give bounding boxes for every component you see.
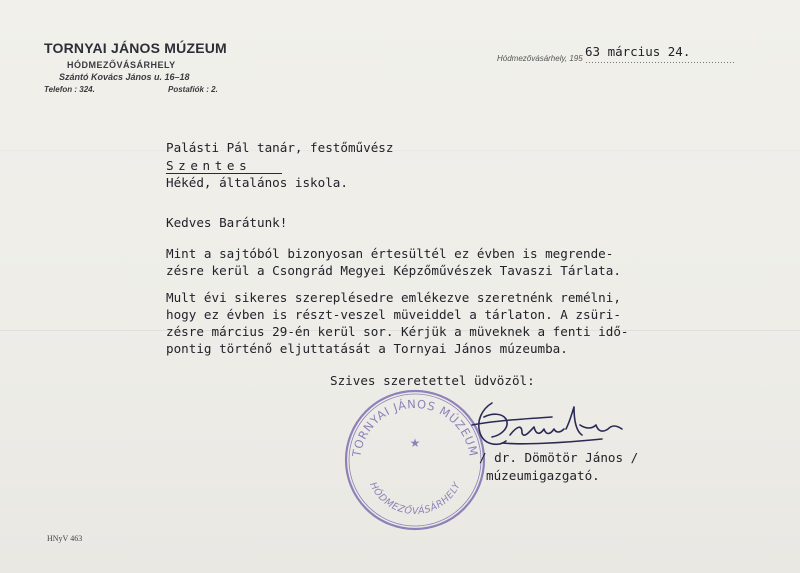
recipient-school: Hékéd, általános iskola.	[166, 175, 348, 190]
svg-text:HÓDMEZŐVÁSÁRHELY	[367, 480, 463, 517]
recipient-city: Szentes	[166, 158, 252, 173]
letterhead-pobox: Postafiók : 2.	[168, 85, 218, 94]
recipient-name: Palásti Pál tanár, festőművész	[166, 140, 394, 155]
paragraph-line: Mult évi sikeres szereplésedre emlékezve szeretnénk remélni,	[166, 290, 621, 305]
signer-name: / dr. Dömötör János /	[479, 450, 639, 465]
paragraph-line: hogy ez évben is részt-veszel müveiddel a tárlaton. A zsüri-	[166, 307, 621, 322]
closing-line: Szives szeretettel üdvözöl:	[330, 373, 535, 388]
salutation: Kedves Barátunk!	[166, 215, 288, 230]
letterhead-title: TORNYAI JÁNOS MÚZEUM	[44, 40, 227, 56]
date-typed: 63 március 24.	[585, 44, 691, 59]
paragraph-line: pontig történő eljuttatását a Tornyai János múzeumba.	[166, 341, 568, 356]
signer-title: múzeumigazgató.	[486, 468, 600, 483]
letterhead-phone: Telefon : 324.	[44, 85, 95, 94]
paragraph-line: zésre kerül a Csongrád Megyei Képzőművészek Tavaszi Tárlata.	[166, 263, 621, 278]
recipient-city-underline	[166, 173, 282, 174]
stamp-star-icon: ★	[409, 436, 421, 450]
paper-fold	[0, 150, 800, 151]
stamp-top-text: TORNYAI JÁNOS MÚZEUM	[349, 396, 481, 458]
letterhead-address: Szántó Kovács János u. 16–18	[59, 72, 190, 82]
footer-code: HNyV 463	[47, 534, 83, 543]
letterhead-city: HÓDMEZŐVÁSÁRHELY	[67, 60, 176, 70]
paragraph-line: zésre március 29-én kerül sor. Kérjük a müveknek a fenti idő-	[166, 324, 629, 339]
stamp-bottom-text: HÓDMEZŐVÁSÁRHELY	[367, 480, 463, 518]
date-dotted-rule	[586, 62, 736, 63]
date-printed-prefix: Hódmezővásárhely, 195	[497, 54, 583, 63]
paragraph-line: Mint a sajtóból bizonyosan értesültél ez évben is megrende-	[166, 246, 614, 261]
